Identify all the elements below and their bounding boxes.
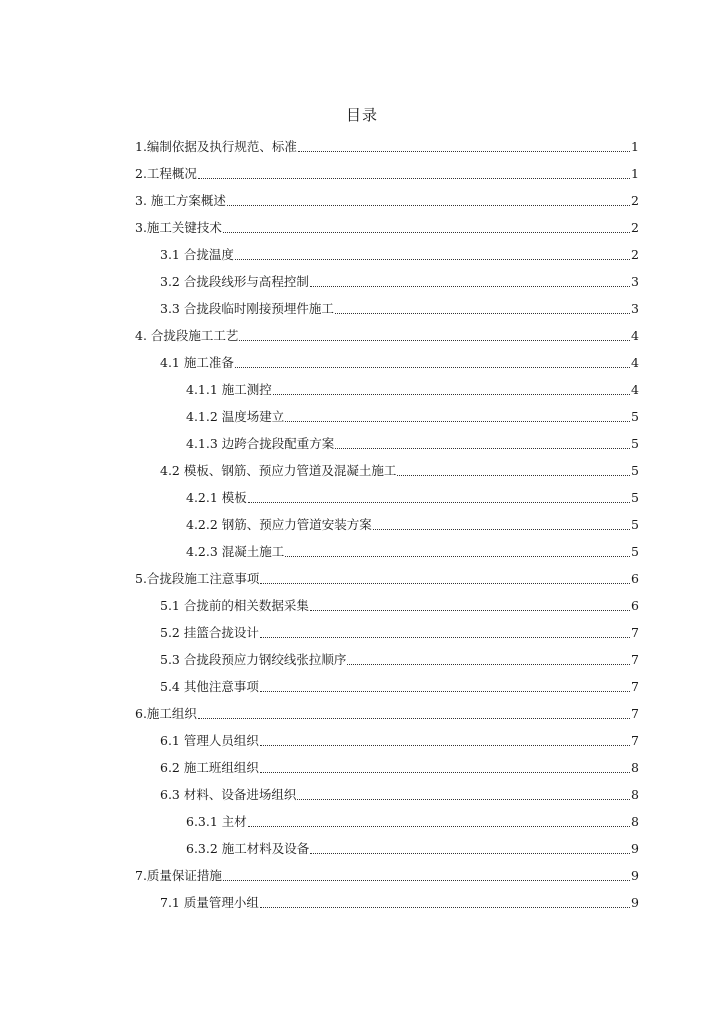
toc-entry[interactable]: [0, 238, 639, 265]
toc-entry-page-number: 8: [631, 760, 639, 775]
toc-entry[interactable]: [0, 805, 639, 832]
toc-entry-page-number: 2: [631, 247, 639, 262]
toc-dot-leader: [260, 583, 630, 584]
toc-entry[interactable]: [0, 535, 639, 562]
toc-dot-leader: [260, 691, 630, 692]
toc-entry-label: 7.质量保证措施: [135, 868, 222, 883]
toc-dot-leader: [335, 313, 630, 314]
toc-entry-page-number: 9: [631, 841, 639, 856]
toc-entry-label: 4.1.2 温度场建立: [186, 409, 285, 424]
toc-entry-page-number: 8: [631, 814, 639, 829]
toc-entry[interactable]: [0, 184, 639, 211]
toc-entry-page-number: 8: [631, 787, 639, 802]
toc-title: 目录: [345, 106, 378, 124]
toc-entry[interactable]: [0, 481, 639, 508]
toc-entry-page-number: 2: [631, 193, 639, 208]
toc-entry-page-number: 5: [631, 436, 639, 451]
toc-dot-leader: [285, 556, 630, 557]
toc-dot-leader: [248, 502, 630, 503]
toc-dot-leader: [347, 664, 630, 665]
toc-entry-label: 6.施工组织: [135, 706, 197, 721]
toc-dot-leader: [198, 178, 630, 179]
toc-dot-leader: [248, 826, 630, 827]
toc-entry-label: 4.1.3 边跨合拢段配重方案: [186, 436, 335, 451]
toc-entry-label: 4. 合拢段施工工艺: [135, 328, 239, 343]
toc-entry[interactable]: [0, 562, 639, 589]
toc-entry-label: 6.3.2 施工材料及设备: [186, 841, 310, 856]
toc-entry[interactable]: [0, 427, 639, 454]
toc-entry[interactable]: [0, 589, 639, 616]
toc-entry[interactable]: [0, 886, 639, 913]
toc-entry-page-number: 4: [631, 355, 639, 370]
toc-dot-leader: [260, 745, 630, 746]
toc-entry-label: 4.1.1 施工测控: [186, 382, 272, 397]
toc-entry-label: 6.2 施工班组组织: [160, 760, 259, 775]
toc-entry[interactable]: [0, 859, 639, 886]
toc-entry-page-number: 4: [631, 382, 639, 397]
toc-entry-label: 6.3.1 主材: [186, 814, 247, 829]
toc-entry-page-number: 7: [631, 625, 639, 640]
toc-entry-page-number: 7: [631, 679, 639, 694]
toc-entry-label: 5.3 合拢段预应力钢绞线张拉顺序: [160, 652, 347, 667]
toc-entry-label: 4.2.2 钢筋、预应力管道安装方案: [186, 517, 372, 532]
toc-entry[interactable]: [0, 211, 639, 238]
toc-entry[interactable]: [0, 832, 639, 859]
toc-dot-leader: [285, 421, 630, 422]
toc-entry-page-number: 3: [631, 301, 639, 316]
toc-entry[interactable]: [0, 265, 639, 292]
toc-entry-page-number: 6: [631, 571, 639, 586]
toc-entry[interactable]: [0, 508, 639, 535]
toc-entry-label: 4.2.1 模板: [186, 490, 247, 505]
toc-entry-label: 1.编制依据及执行规范、标准: [135, 139, 297, 154]
toc-dot-leader: [310, 610, 630, 611]
toc-entry-page-number: 9: [631, 868, 639, 883]
toc-dot-leader: [260, 772, 630, 773]
toc-entry[interactable]: [0, 724, 639, 751]
toc-entry[interactable]: [0, 643, 639, 670]
toc-entry[interactable]: [0, 670, 639, 697]
toc-dot-leader: [235, 367, 630, 368]
toc-entry-label: 5.2 挂篮合拢设计: [160, 625, 259, 640]
toc-dot-leader: [235, 259, 630, 260]
toc-entry-page-number: 9: [631, 895, 639, 910]
toc-entry[interactable]: [0, 130, 639, 157]
toc-entry-label: 4.2.3 混凝土施工: [186, 544, 285, 559]
toc-entry-label: 3.3 合拢段临时刚接预埋件施工: [160, 301, 334, 316]
toc-entry-label: 7.1 质量管理小组: [160, 895, 259, 910]
toc-entry-page-number: 7: [631, 652, 639, 667]
toc-dot-leader: [298, 151, 630, 152]
toc-dot-leader: [310, 853, 630, 854]
toc-entry[interactable]: [0, 751, 639, 778]
toc-entry[interactable]: [0, 292, 639, 319]
toc-dot-leader: [223, 232, 630, 233]
toc-dot-leader: [335, 448, 630, 449]
toc-entry[interactable]: [0, 346, 639, 373]
toc-dot-leader: [273, 394, 630, 395]
table-of-contents: [0, 130, 724, 913]
toc-entry-label: 6.3 材料、设备进场组织: [160, 787, 297, 802]
toc-entry[interactable]: [0, 778, 639, 805]
toc-dot-leader: [397, 475, 630, 476]
toc-entry-page-number: 5: [631, 463, 639, 478]
toc-entry-label: 5.4 其他注意事项: [160, 679, 259, 694]
toc-entry-label: 5.1 合拢前的相关数据采集: [160, 598, 309, 613]
toc-entry[interactable]: [0, 697, 639, 724]
toc-dot-leader: [373, 529, 630, 530]
toc-dot-leader: [239, 340, 630, 341]
toc-entry-label: 3.施工关键技术: [135, 220, 222, 235]
toc-entry-label: 3.2 合拢段线形与高程控制: [160, 274, 309, 289]
toc-entry-label: 5.合拢段施工注意事项: [135, 571, 260, 586]
toc-dot-leader: [310, 286, 630, 287]
toc-entry-page-number: 3: [631, 274, 639, 289]
toc-entry-label: 4.2 模板、钢筋、预应力管道及混凝土施工: [160, 463, 397, 478]
toc-entry[interactable]: [0, 157, 639, 184]
toc-entry-label: 3.1 合拢温度: [160, 247, 234, 262]
toc-entry-label: 3. 施工方案概述: [135, 193, 226, 208]
toc-entry-label: 2.工程概况: [135, 166, 197, 181]
toc-entry-page-number: 1: [631, 166, 639, 181]
toc-entry[interactable]: [0, 400, 639, 427]
toc-entry-page-number: 5: [631, 544, 639, 559]
toc-entry-page-number: 7: [631, 706, 639, 721]
toc-entry-page-number: 5: [631, 517, 639, 532]
toc-entry-page-number: 5: [631, 409, 639, 424]
toc-entry-page-number: 7: [631, 733, 639, 748]
toc-entry[interactable]: [0, 454, 639, 481]
toc-entry-page-number: 4: [631, 328, 639, 343]
toc-dot-leader: [198, 718, 630, 719]
toc-entry-page-number: 1: [631, 139, 639, 154]
toc-entry-label: 6.1 管理人员组织: [160, 733, 259, 748]
toc-entry-label: 4.1 施工准备: [160, 355, 234, 370]
toc-entry[interactable]: [0, 373, 639, 400]
toc-dot-leader: [260, 907, 630, 908]
toc-entry-page-number: 2: [631, 220, 639, 235]
toc-entry[interactable]: [0, 319, 639, 346]
toc-entry-page-number: 6: [631, 598, 639, 613]
toc-dot-leader: [223, 880, 630, 881]
toc-entry-page-number: 5: [631, 490, 639, 505]
toc-dot-leader: [260, 637, 630, 638]
toc-dot-leader: [227, 205, 630, 206]
toc-dot-leader: [297, 799, 630, 800]
toc-entry[interactable]: [0, 616, 639, 643]
